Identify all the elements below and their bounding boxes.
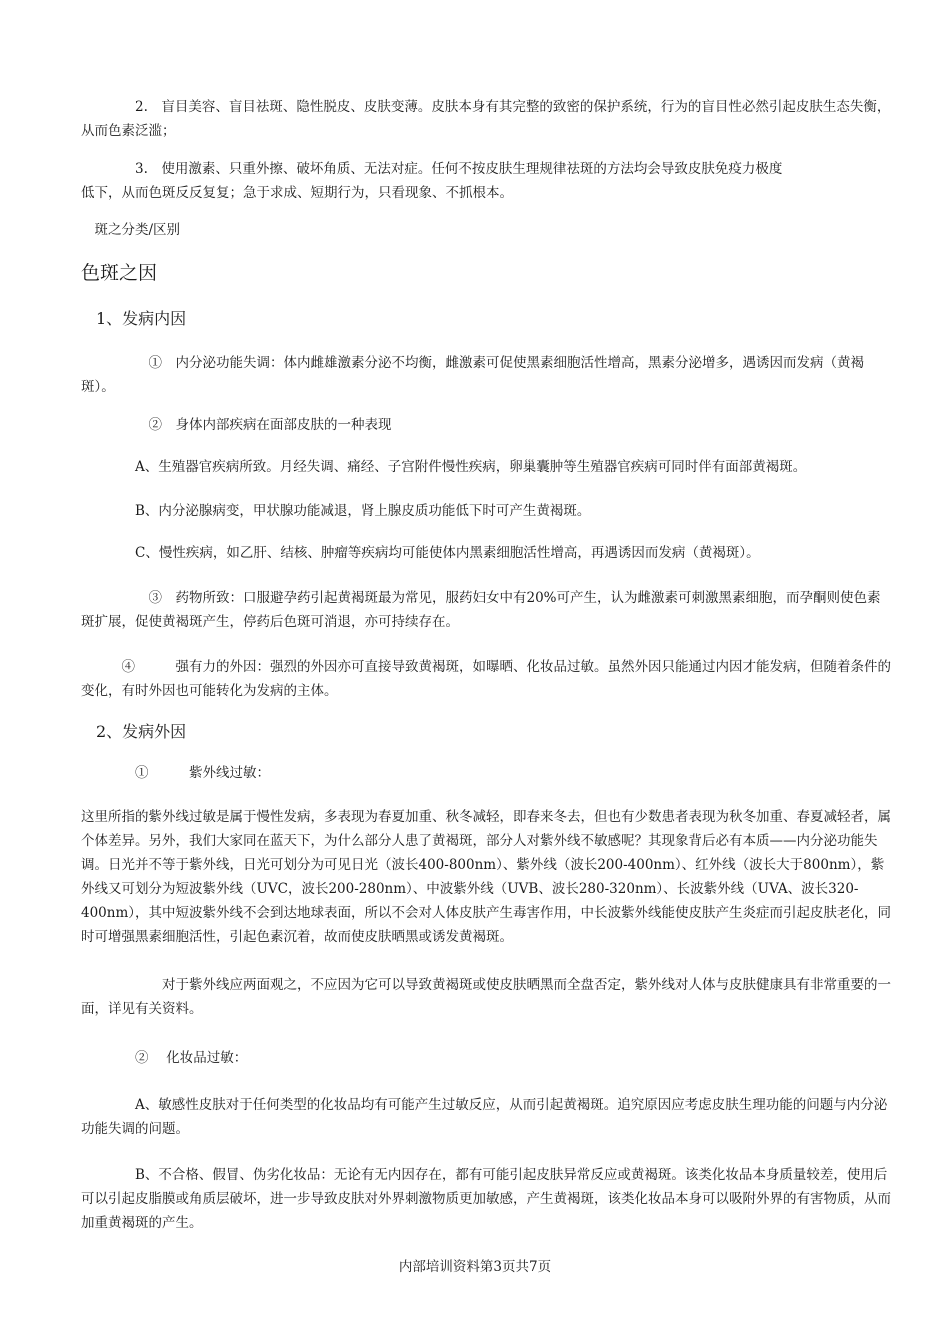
page-footer: 内部培训资料第3页共7页 xyxy=(398,1259,552,1275)
classification-label: 斑之分类/区别 xyxy=(81,222,181,238)
uv-paragraph: 这里所指的紫外线过敏是属于慢性发病，多表现为春夏加重、秋冬减轻，即春来冬去，但也有少数患者表现为秋冬加重、春夏减轻者，属个体差异。另外，我们大家同在蓝天下，为什么部分人患了黄褐斑，部分人对紫外线不敏感呢？其现象背后必有本质——内分泌功能失调。日光并不等于紫外线，日光可划分为可见日光（波长400-800nm）、紫外线（波长200-400nm）、红外线（波长大于800nm），紫外线又可划分为短波紫外线（UVC，波长200-280nm）、中波紫外线（UVB、波长280-320nm）、长波紫外线（UVA、波长320-400nm），其中短波紫外线不会到达地球表面，所以不会对人体皮肤产生毒害作用，中长波紫外线能使皮肤产生炎症而引起皮肤老化，同时可增强黑素细胞活性，引起色素沉着，故而使皮肤晒黑或诱发黄褐斑。 xyxy=(81,809,892,945)
internal-cause-3: ③ 药物所致：口服避孕药引起黄褐斑最为常见，服药妇女中有20%可产生，认为雌激素可刺激黑素细胞，而孕酮则使色素斑扩展，促使黄褐斑产生，停药后色斑可消退，亦可持续存在。 xyxy=(81,590,881,630)
internal-cause-1: ① 内分泌功能失调：体内雌雄激素分泌不均衡，雌激素可促使黑素细胞活性增高，黑素分泌增多，遇诱因而发病（黄褐斑）。 xyxy=(81,355,864,395)
internal-cause-4: ④ 强有力的外因：强烈的外因亦可直接导致黄褐斑，如曝晒、化妆品过敏。虽然外因只能通过内因才能发病，但随着条件的变化，有时外因也可能转化为发病的主体。 xyxy=(81,659,891,699)
paragraph-item-2: 2. 盲目美容、盲目祛斑、隐性脱皮、皮肤变薄。皮肤本身有其完整的致密的保护系统，行为的盲目性必然引起皮肤生态失衡，从而色素泛滥； xyxy=(81,99,891,139)
internal-cause-2b: B、内分泌腺病变，甲状腺功能减退，肾上腺皮质功能低下时可产生黄褐斑。 xyxy=(81,503,591,519)
paragraph-item-3-line1: 3. 使用激素、只重外擦、破坏角质、无法对症。任何不按皮肤生理规律祛斑的方法均会导致皮肤免疫力极度 xyxy=(81,161,783,177)
internal-cause-2a: A、生殖器官疾病所致。月经失调、痛经、子宫附件慢性疾病，卵巢囊肿等生殖器官疾病可同时伴有面部黄褐斑。 xyxy=(81,459,807,475)
cosmetic-cause-b: B、不合格、假冒、伪劣化妆品：无论有无内因存在，都有可能引起皮肤异常反应或黄褐斑。该类化妆品本身质量较差，使用后可以引起皮脂膜或角质层破坏，进一步导致皮肤对外界刺激物质更加敏感，产生黄褐斑，该类化妆品本身可以吸附外界的有害物质，从而加重黄褐斑的产生。 xyxy=(81,1167,891,1231)
uv-note-paragraph: 对于紫外线应两面观之，不应因为它可以导致黄褐斑或使皮肤晒黑而全盘否定，紫外线对人体与皮肤健康具有非常重要的一面，详见有关资料。 xyxy=(81,977,891,1017)
cosmetic-cause-a: A、敏感性皮肤对于任何类型的化妆品均有可能产生过敏反应，从而引起黄褐斑。追究原因应考虑皮肤生理功能的问题与内分泌功能失调的问题。 xyxy=(81,1097,888,1137)
external-cause-1-title: ① 紫外线过敏： xyxy=(81,765,270,781)
subsection-title-internal: 1、发病内因 xyxy=(96,309,187,328)
section-title-causes: 色斑之因 xyxy=(81,262,158,284)
internal-cause-2: ② 身体内部疾病在面部皮肤的一种表现 xyxy=(81,417,392,433)
internal-cause-2c: C、慢性疾病，如乙肝、结核、肿瘤等疾病均可能使体内黑素细胞活性增高，再遇诱因而发病（黄褐斑）。 xyxy=(81,545,760,561)
external-cause-2-title: ② 化妆品过敏： xyxy=(81,1050,248,1066)
paragraph-item-3-line2: 低下，从而色斑反反复复；急于求成、短期行为，只看现象、不抓根本。 xyxy=(81,185,513,201)
subsection-title-external: 2、发病外因 xyxy=(96,722,187,741)
